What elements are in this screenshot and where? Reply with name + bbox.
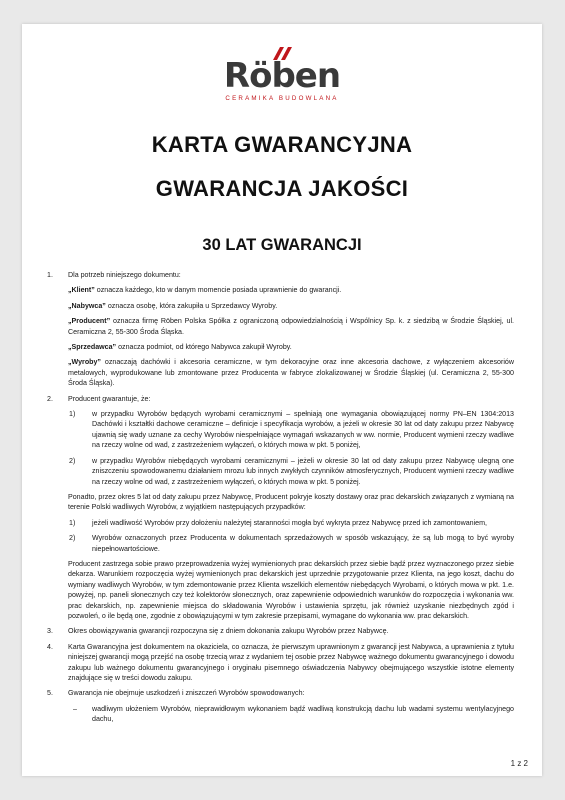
definition-term: „Klient”: [68, 286, 95, 295]
section-intro: Gwarancja nie obejmuje uszkodzeń i zniszczeń Wyrobów spowodowanych:: [68, 689, 305, 698]
definition-text: oznacza osobę, która zakupiła u Sprzedawcy Wyroby.: [105, 301, 278, 310]
list-text: w przypadku Wyrobów będących wyrobami ceramicznymi – spełniają one wymagania obowiązującej normy PN–EN 1304:2013 Dachówki i kształtki dachowe ceramiczne – definicje i specyfikacja wyrobów, a jeżeli w okresie 30 lat od daty zakupu przez Nabywcę ujawnią się wady uznane za cechy Wyrobów niespełniające wymagań wskazanych w ww. normie, Producent wymieni rzeczy wadliwe na rzeczy wolne od wad, z zastrzeżeniem wyłączeń, o których mowa w pkt. 5 poniżej,: [92, 410, 514, 450]
list-number: 1): [69, 518, 76, 527]
logo-wordmark: Röben: [223, 56, 341, 96]
section-number: 2.: [47, 394, 53, 403]
list-text: Wyrobów oznaczonych przez Producenta w dokumentach sprzedażowych w sposób wskazujący, że są lub mogą to być wyroby niepełnowartościowe.: [92, 534, 514, 553]
roof-mark-icon: [269, 46, 299, 60]
list-text: wadliwym ułożeniem Wyrobów, nieprawidłowym wykonaniem bądź wadliwą konstrukcją dachu lub wadami systemu wentylacyjnego dachu,: [92, 704, 514, 724]
roben-logo: [22, 46, 542, 102]
list-item: [22, 456, 542, 487]
definition-term: „Producent”: [68, 317, 111, 326]
definition-item: [22, 316, 542, 337]
section-text: Karta Gwarancyjna jest dokumentem na okaziciela, co oznacza, że pierwszym uprawnionym z gwarancji jest Nabywca, a uprawnienia z tytułu niniejszej gwarancji mogą przejść na osobę trzecią wraz z wydaniem tej osobie przez Nabywcę ważnego dokumentu gwarancyjnego i dowodu zakupu lub ważnego dokumentu gwarancyjnego i oryginału pisemnego oświadczenia Nabywcy obejmującego wszystkie istotne elementy znajdujące się w treści dowodu zakupu.: [68, 642, 514, 682]
definition-term: „Wyroby”: [68, 358, 101, 367]
page-title: KARTA GWARANCYJNA: [151, 132, 413, 157]
section-text: Okres obowiązywania gwarancji rozpoczyna się z dniem dokonania zakupu Wyrobów przez Nabywcę.: [68, 627, 389, 636]
document-body: [22, 270, 542, 730]
definition-text: oznaczają dachówki i akcesoria ceramiczne, w tym dekoracyjne oraz inne akcesoria dachowe, z wyłączeniem akcesoriów metalowych, wyprodukowane lub zmontowane przez Producenta w fabryce zlokalizowanej w Środzie Śląskiej (ul. Ceramiczna 2, 55-300 Środa Śląska).: [68, 358, 514, 388]
list-item: [22, 409, 542, 451]
list-item: [22, 518, 542, 528]
section-number: 5.: [47, 689, 53, 698]
paragraph: Producent zastrzega sobie prawo przeprowadzenia wyżej wymienionych prac dekarskich przez siebie bądź przez wyznaczonego przez siebie dekarza. Warunkiem rozpoczęcia wyżej wymienionych prac dekarskich jest uprzednie przygotowanie przez Klienta, na jego koszt, dachu do wymiany wadliwych Wyrobów, w tym zdemontowanie przez Klienta wszelkich elementów niebędących Wyrobami, o których mowa w pkt. 1.e. powyżej, np. paneli słonecznych czy też kolektorów słonecznych, oraz zapewnienie odpowiednich warunków do rozpoczęcia i wykonania ww. prac dekarskich, np. zapewnienie miejsca do składowania Wyrobów i ustawienia sprzętu, jak również uzyskanie niezbędnych zgód i pozwoleń, o ile będą one, zgodnie z obowiązującymi w tym zakresie przepisami, wymagane do wykonania ww. prac dekarskich.: [68, 559, 514, 620]
definition-text: oznacza podmiot, od którego Nabywca zakupił Wyroby.: [116, 343, 292, 352]
section-number: 3.: [47, 627, 53, 636]
list-text: w przypadku Wyrobów niebędących wyrobami ceramicznymi – jeżeli w okresie 30 lat od daty zakupu przez Nabywcę ulegną one zniszczeniu spowodowanemu działaniem mrozu lub innych zwykłych czynników atmosferycznych, Producent wymieni rzeczy wadliwe na rzeczy wolne od wad, z zastrzeżeniem wyłączeń, o których mowa w pkt. 5 poniżej.: [92, 456, 514, 486]
logo-tagline: CERAMIKA BUDOWLANA: [225, 95, 339, 102]
list-number: 2): [69, 456, 76, 465]
page-number: 1 z 2: [510, 759, 528, 768]
definition-item: [22, 301, 542, 311]
section-5: [22, 688, 542, 698]
section-intro: Dla potrzeb niniejszego dokumentu:: [68, 271, 181, 279]
paragraph: Ponadto, przez okres 5 lat od daty zakupu przez Nabywcę, Producent pokryje koszty dostawy oraz prac dekarskich związanych z wymianą na terenie Polski wadliwych Wyrobów, z wyjątkiem następujących przypadków:: [68, 492, 514, 512]
definition-item: [22, 342, 542, 352]
bullet-dash: –: [73, 704, 77, 713]
list-number: 1): [69, 410, 76, 419]
section-4: [22, 642, 542, 684]
section-1: [22, 270, 542, 280]
section-number: 1.: [47, 271, 53, 279]
section-2: [22, 394, 542, 404]
page-subtitle: 30 LAT GWARANCJI: [202, 236, 362, 254]
page-title-2: GWARANCJA JAKOŚCI: [155, 176, 409, 201]
definition-item: [22, 357, 542, 388]
definition-item: [22, 285, 542, 295]
definition-text: oznacza każdego, kto w danym momencie posiada uprawnienie do gwarancji.: [94, 286, 342, 295]
list-text: jeżeli wadliwość Wyrobów przy dołożeniu należytej staranności mogła być wykryta przez Nabywcę przed ich zamontowaniem,: [92, 518, 487, 527]
section-number: 4.: [47, 642, 53, 651]
list-item: [22, 704, 542, 725]
document-page: [22, 24, 542, 776]
section-3: [22, 626, 542, 636]
list-number: 2): [69, 534, 76, 543]
list-item: [22, 533, 542, 554]
section-intro: Producent gwarantuje, że:: [68, 394, 151, 403]
definition-term: „Nabywca”: [68, 301, 106, 310]
definition-term: „Sprzedawca”: [68, 343, 117, 352]
definition-text: oznacza firmę Röben Polska Spółka z ograniczoną odpowiedzialnością i Wspólnicy Sp. k. z siedzibą w Środzie Śląskiej, ul. Ceramiczna 2, 55-300 Środa Śląska.: [68, 317, 514, 336]
